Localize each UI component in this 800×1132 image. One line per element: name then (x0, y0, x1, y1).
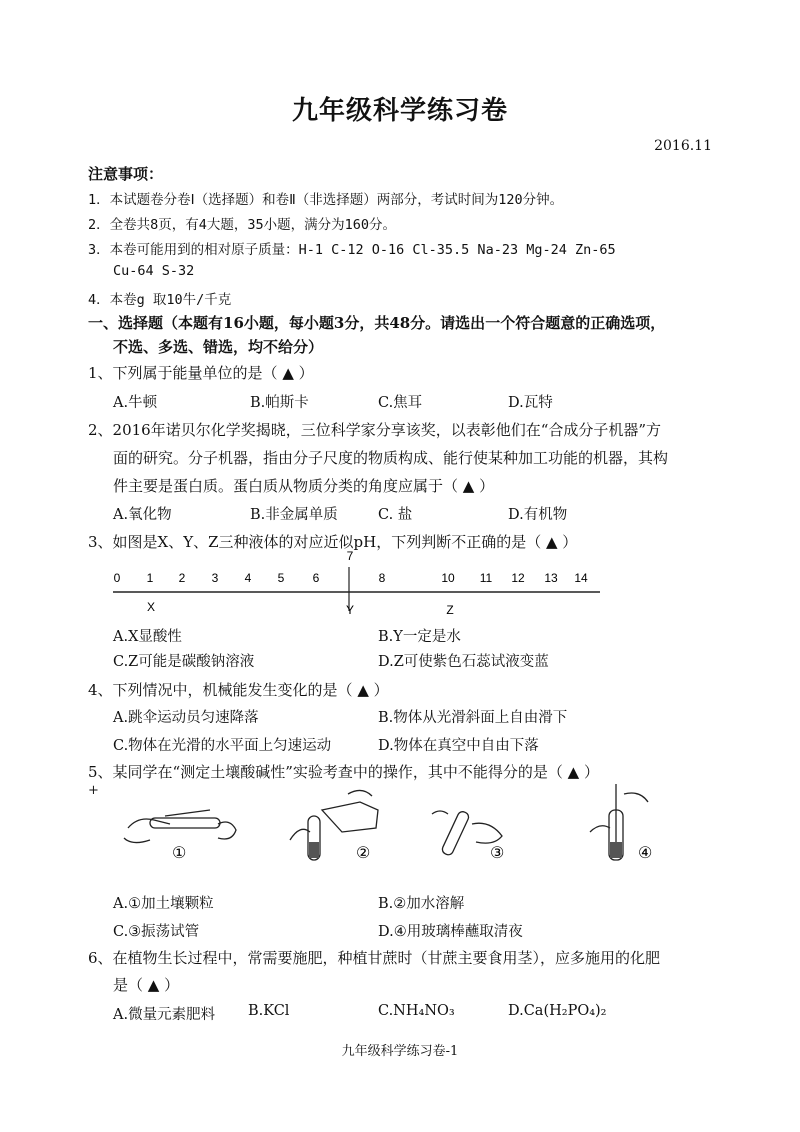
page-footer: 九年级科学练习卷-1 (341, 1044, 459, 1059)
ph-tick-label: 3 (211, 571, 219, 585)
q1-option-b: B.帕斯卡 (250, 395, 309, 411)
ph-marker-x: X (146, 600, 156, 614)
beaker-icon (322, 802, 378, 832)
section-heading-cont: 不选、多选、错选，均不给分） (113, 338, 324, 356)
stray-plus-mark: + (88, 783, 99, 798)
ph-tick-label: 13 (544, 571, 558, 585)
ph-tick-label: 4 (244, 571, 252, 585)
ph-tick-label: 6 (312, 571, 320, 585)
ph-marker-z: Z (446, 603, 454, 617)
q3-option-c: C.Z可能是碳酸钠溶液 (113, 654, 255, 670)
question-2-stem-cont: 件主要是蛋白质。蛋白质从物质分类的角度应属于（ ▲ ） (113, 477, 495, 495)
notes-heading: 注意事项： (88, 165, 164, 183)
question-5-stem: 5、某同学在“测定土壤酸碱性”实验考查中的操作，其中不能得分的是（ ▲ ） (88, 763, 599, 781)
soil-fill (309, 842, 319, 858)
question-2-stem-cont: 面的研究。分子机器，指由分子尺度的物质构成、能行使某种加工功能的机器，其构 (113, 449, 669, 467)
paper-slide-icon (165, 810, 210, 816)
q2-option-c: C. 盐 (378, 507, 413, 523)
q6-option-a: A.微量元素肥料 (113, 1007, 216, 1023)
question-4-stem: 4、下列情况中，机械能发生变化的是（ ▲ ） (88, 681, 389, 699)
q2-option-b: B.非金属单质 (250, 507, 338, 523)
question-6-stem: 6、在植物生长过程中，常需要施肥，种植甘蔗时（甘蔗主要食用茎），应多施用的化肥 (88, 949, 661, 967)
right-hand-icon (218, 822, 236, 839)
figure-label-4: ④ (638, 843, 653, 862)
q2-option-d: D.有机物 (508, 507, 568, 523)
ph-tick-label: 14 (574, 571, 588, 585)
solution-fill (610, 842, 622, 858)
motion-mark (432, 811, 448, 814)
note-item: 2．全卷共8页，有4大题，35小题，满分为160分。 (88, 217, 397, 233)
q4-option-d: D.物体在真空中自由下落 (378, 738, 539, 754)
note-item: 4．本卷g 取10牛/千克 (88, 292, 232, 308)
section-heading: 一、选择题（本题有16小题，每小题3分，共48分。请选出一个符合题意的正确选项， (88, 314, 666, 332)
figure-label-1: ① (172, 843, 187, 862)
q5-option-a: A.①加土壤颗粒 (113, 896, 214, 912)
q6-option-c: C.NH₄NO₃ (378, 1003, 455, 1019)
hand-icon (290, 829, 310, 840)
q5-option-c: C.③振荡试管 (113, 924, 200, 940)
q6-option-b: B.KCl (248, 1003, 290, 1019)
ph-tick-label: 1 (146, 571, 154, 585)
left-hand-icon (128, 819, 170, 828)
q1-option-d: D.瓦特 (508, 395, 553, 411)
ph-tick-label: 12 (511, 571, 525, 585)
hand-icon (348, 790, 372, 796)
q3-option-b: B.Y一定是水 (378, 629, 461, 645)
ph-scale-figure (105, 545, 610, 620)
test-tube-icon (441, 810, 470, 856)
q3-option-a: A.X显酸性 (113, 629, 182, 645)
ph-tick-label: 11 (479, 571, 493, 585)
page-title: 九年级科学练习卷 (291, 96, 508, 126)
ph-tick-label: 2 (178, 571, 186, 585)
q6-option-d: D.Ca(H₂PO₄)₂ (508, 1003, 607, 1019)
q4-option-c: C.物体在光滑的水平面上匀速运动 (113, 738, 332, 754)
test-tube-icon (150, 818, 220, 828)
hand-icon (624, 793, 648, 802)
q5-option-d: D.④用玻璃棒蘸取清夜 (378, 924, 523, 940)
ph-tick-label: 0 (113, 571, 121, 585)
ph-tick-label: 5 (277, 571, 285, 585)
experiment-figure (110, 780, 670, 870)
note-item: 1．本试题卷分卷Ⅰ（选择题）和卷Ⅱ（非选择题）两部分，考试时间为120分钟。 (88, 192, 564, 208)
exam-date: 2016.11 (654, 138, 712, 154)
q4-option-a: A.跳伞运动员匀速降落 (113, 710, 259, 726)
ph-marker-y: Y (345, 603, 355, 617)
note-item: Cu-64 S-32 (113, 263, 195, 279)
left-hand-icon (124, 838, 150, 843)
figure-label-2: ② (356, 843, 371, 862)
q1-option-a: A.牛顿 (113, 395, 158, 411)
q2-option-a: A.氧化物 (113, 507, 172, 523)
q1-option-c: C.焦耳 (378, 395, 423, 411)
hand-icon (590, 826, 610, 832)
question-3-stem: 3、如图是X、Y、Z三种液体的对应近似pH，下列判断不正确的是（ ▲ ） (88, 533, 578, 551)
figure-1-soil (124, 810, 236, 843)
question-2-stem: 2、2016年诺贝尔化学奖揭晓，三位科学家分享该奖，以表彰他们在“合成分子机器”方 (88, 421, 662, 439)
ph-tick-label: 7 (346, 549, 354, 563)
ph-tick-label: 10 (441, 571, 455, 585)
hand-icon (472, 823, 502, 843)
figure-label-3: ③ (490, 843, 505, 862)
question-1-stem: 1、下列属于能量单位的是（ ▲ ） (88, 364, 314, 382)
note-item: 3．本卷可能用到的相对原子质量：H-1 C-12 O-16 Cl-35.5 Na-23 Mg-24 Zn-65 (88, 242, 616, 258)
q3-option-d: D.Z可使紫色石蕊试液变蓝 (378, 654, 549, 670)
q5-option-b: B.②加水溶解 (378, 896, 465, 912)
question-6-stem-cont: 是（ ▲ ） (113, 976, 180, 994)
ph-tick-label: 8 (378, 571, 386, 585)
q4-option-b: B.物体从光滑斜面上自由滑下 (378, 710, 568, 726)
